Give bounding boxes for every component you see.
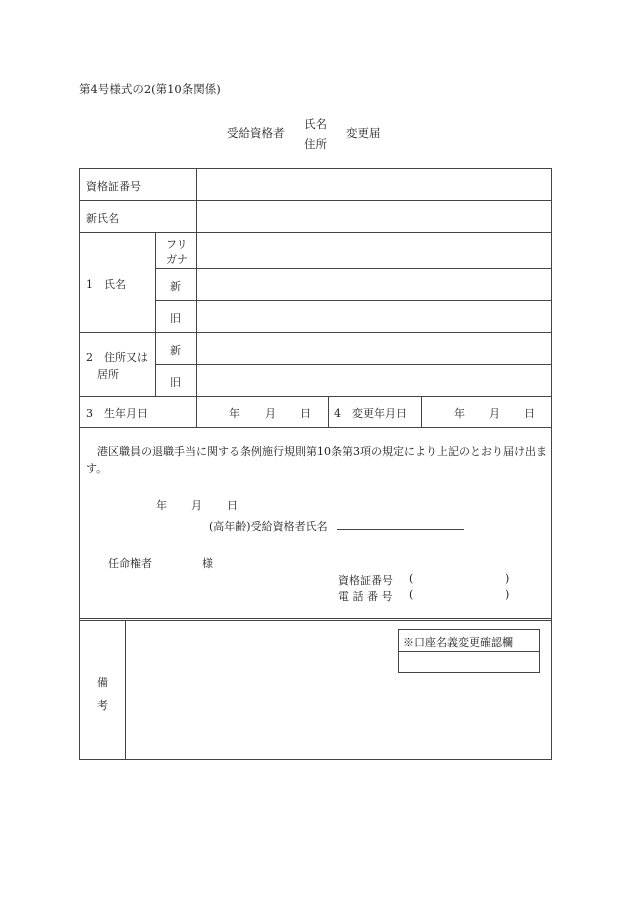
col-divider: [196, 396, 197, 427]
submit-year-label: 年: [156, 499, 167, 512]
declaration-text: 港区職員の退職手当に関する条例施行規則第10条第3項の規定により上記のとおり届け出ます。: [86, 445, 547, 475]
title-option-name: 氏名: [304, 117, 327, 131]
furigana-label: フリ: [166, 238, 188, 251]
row-divider: [155, 300, 551, 301]
row-divider: [80, 232, 551, 233]
col-divider: [196, 232, 197, 396]
col-divider: [125, 620, 126, 760]
close-paren: ): [505, 572, 510, 585]
col-divider: [328, 396, 329, 427]
section-divider: [80, 618, 551, 619]
cert-number-label: 資格証番号: [86, 180, 141, 193]
title-tail: 変更届: [346, 126, 381, 140]
form-table: [79, 168, 552, 760]
new-label: 新: [170, 344, 181, 357]
remarks-label: 考: [97, 699, 108, 712]
form-reference: 第4号様式の2(第10条関係): [79, 82, 221, 96]
col-divider: [196, 169, 197, 232]
signature-line: [337, 529, 464, 530]
old-label: 旧: [170, 312, 181, 325]
open-paren: (: [409, 588, 414, 601]
birth-date-label: 3 生年月日: [86, 407, 148, 420]
phone-number-label: 電 話 番 号: [338, 590, 393, 603]
year-label: 年: [454, 407, 465, 420]
box-divider: [399, 651, 539, 652]
month-label: 月: [489, 407, 500, 420]
new-label: 新: [170, 280, 181, 293]
title-option-address: 住所: [304, 137, 327, 151]
change-date-label: 4 変更年月日: [334, 407, 407, 420]
address-section-label: 2 住所又は: [86, 351, 148, 364]
year-label: 年: [229, 407, 240, 420]
section-divider: [80, 620, 551, 621]
bank-account-check-box: [398, 629, 540, 673]
title-main: 受給資格者: [227, 126, 285, 140]
col-divider: [155, 232, 156, 396]
open-paren: (: [409, 572, 414, 585]
address-section-label: 居所: [97, 368, 119, 381]
honorific-label: 様: [202, 557, 213, 570]
row-divider: [80, 396, 551, 397]
bank-account-check-label: ※口座名義変更確認欄: [403, 636, 513, 649]
remarks-label: 備: [97, 676, 108, 689]
row-divider: [80, 332, 551, 333]
close-paren: ): [505, 588, 510, 601]
month-label: 月: [265, 407, 276, 420]
row-divider: [155, 268, 551, 269]
row-divider: [80, 200, 551, 201]
applicant-name-label: (高年齢)受給資格者氏名: [209, 520, 328, 533]
appointer-label: 任命権者: [108, 557, 152, 570]
col-divider: [421, 396, 422, 427]
row-divider: [80, 427, 551, 428]
furigana-label: ガナ: [166, 253, 188, 266]
day-label: 日: [524, 407, 535, 420]
submit-day-label: 日: [227, 499, 238, 512]
new-name-label: 新氏名: [86, 212, 119, 225]
name-section-label: 1 氏名: [86, 278, 126, 291]
cert-number-field-label: 資格証番号: [338, 574, 393, 587]
submit-month-label: 月: [191, 499, 202, 512]
day-label: 日: [300, 407, 311, 420]
row-divider: [155, 364, 551, 365]
old-label: 旧: [170, 376, 181, 389]
